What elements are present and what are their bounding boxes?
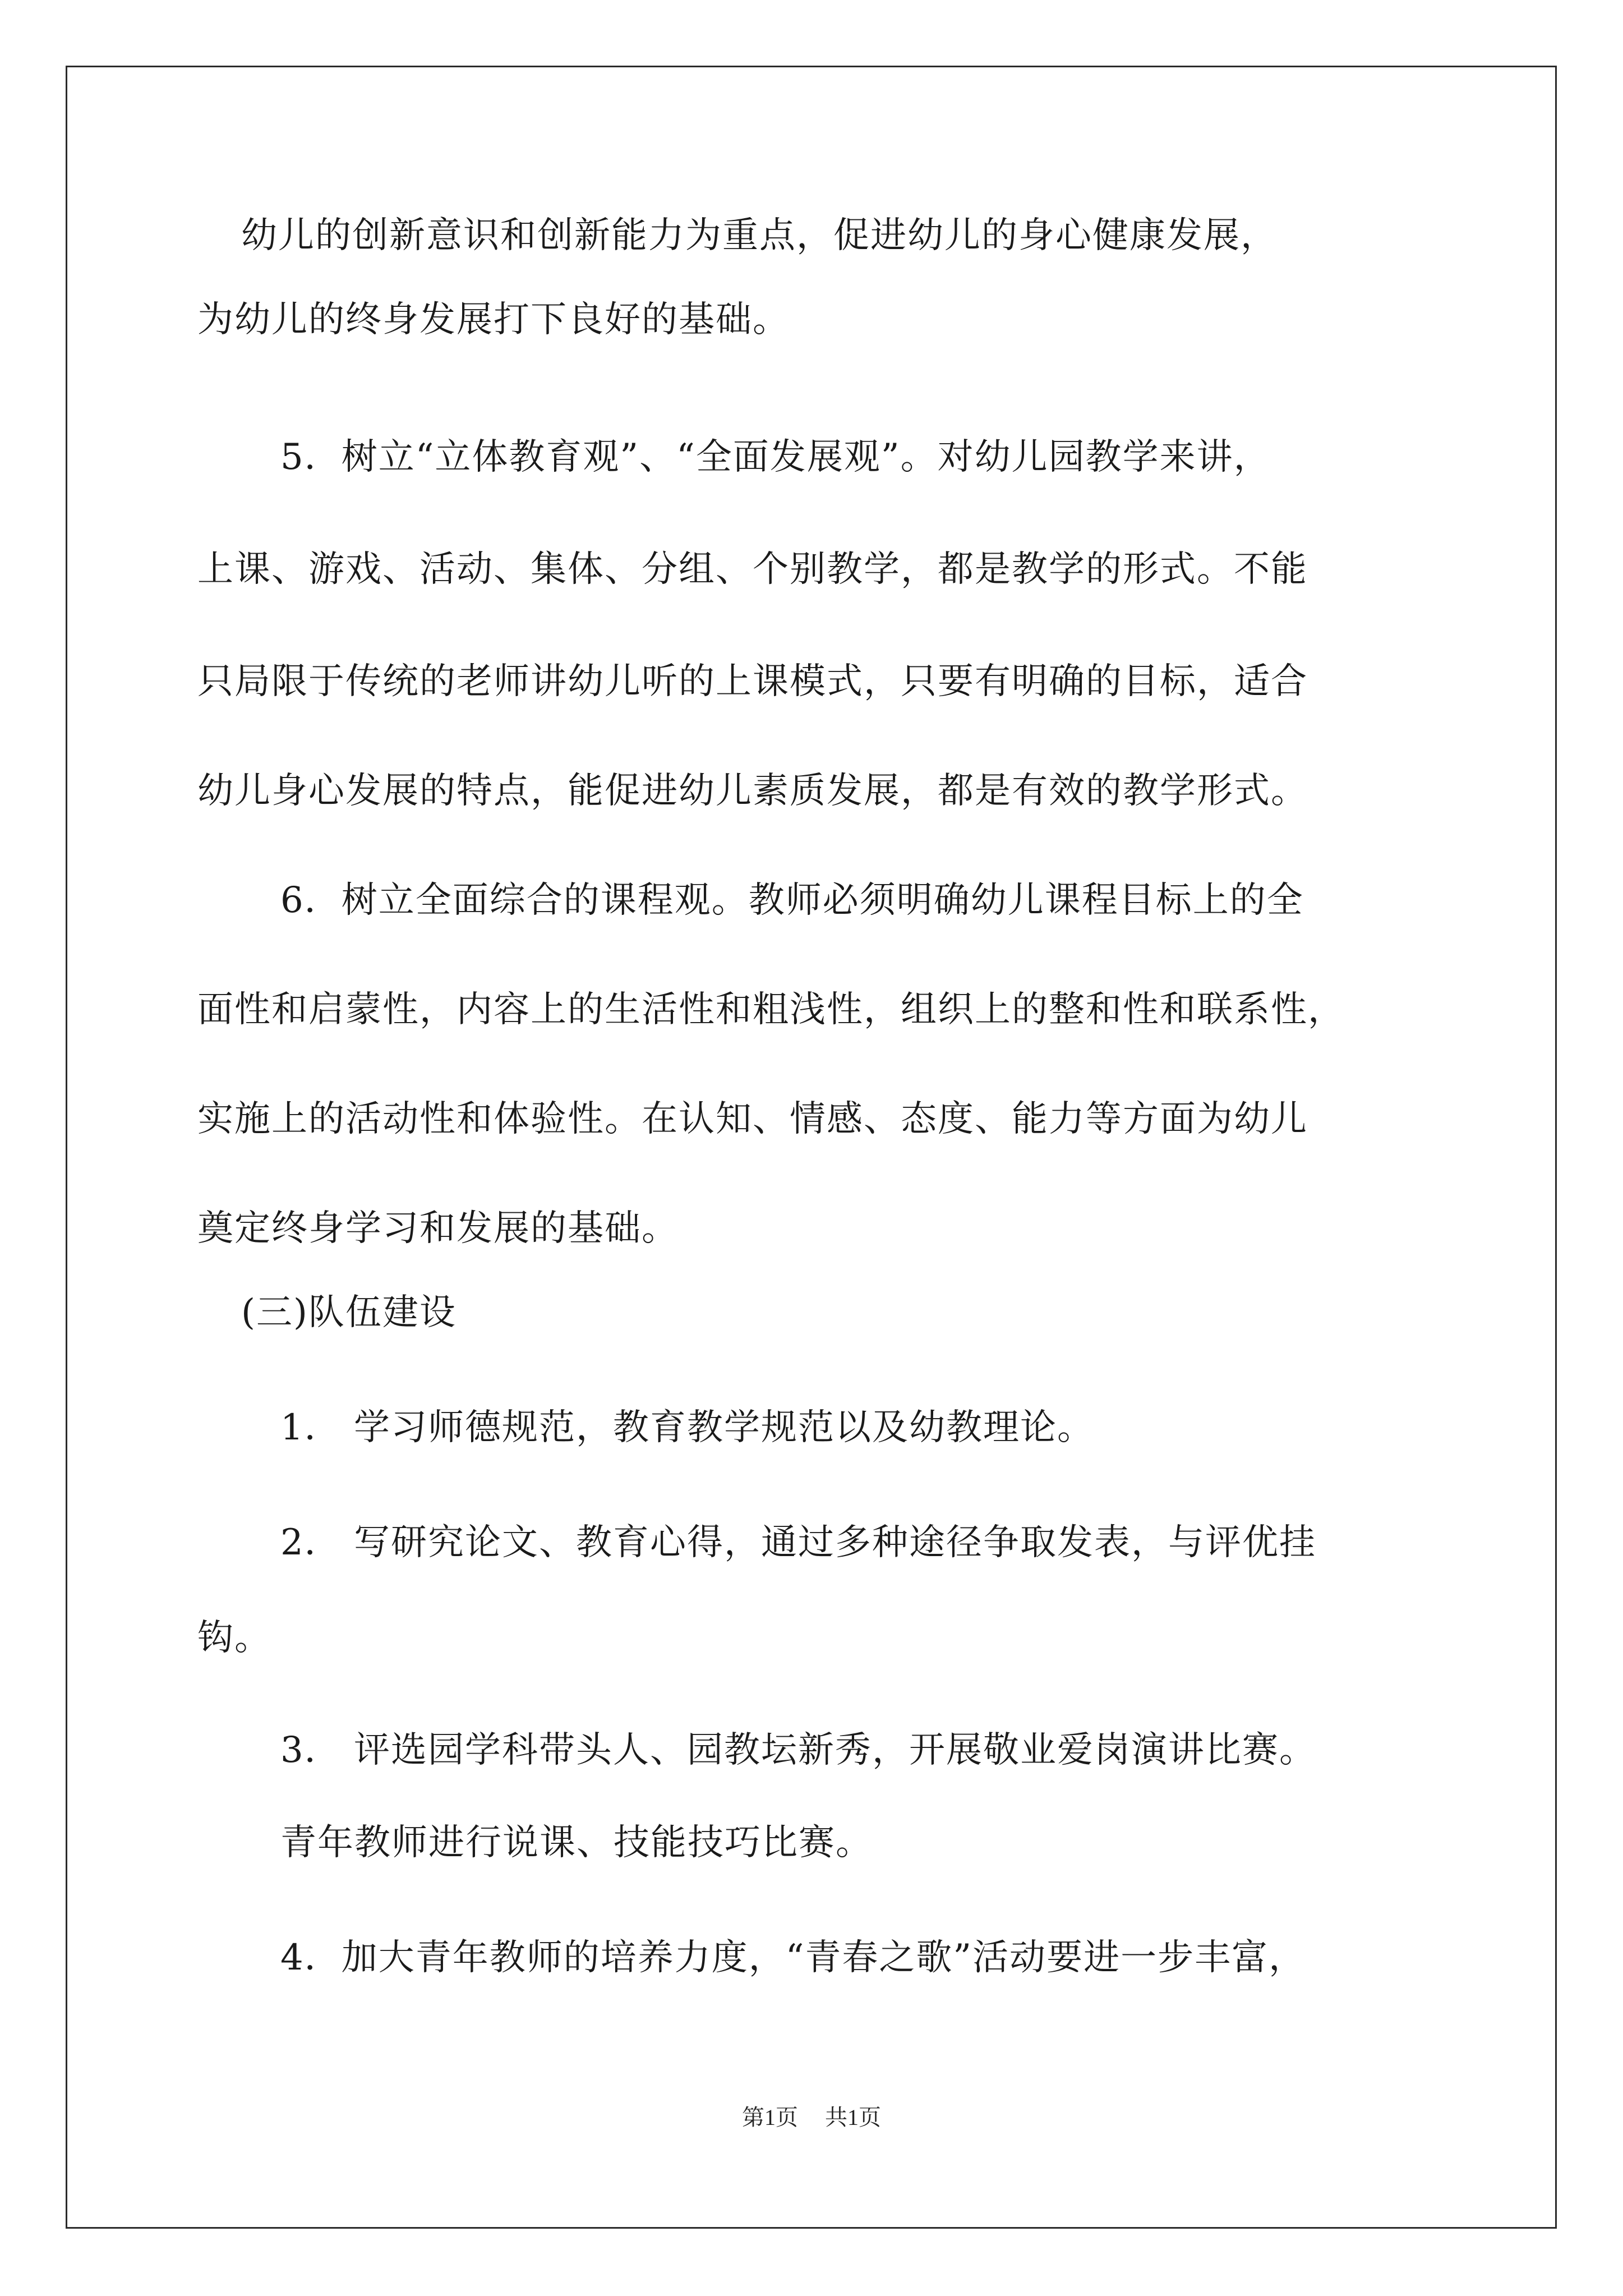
text-line: 3． 评选园学科带头人、园教坛新秀，开展敬业爱岗演讲比赛。	[280, 1729, 1317, 1771]
text-line: 面性和启蒙性，内容上的生活性和粗浅性，组织上的整和性和联系性，	[197, 989, 1345, 1030]
text-line: 实施上的活动性和体验性。在认知、情感、态度、能力等方面为幼儿	[197, 1098, 1308, 1140]
text-line: 1． 学习师德规范，教育教学规范以及幼教理论。	[280, 1407, 1095, 1448]
page-number: 第1页	[742, 2105, 798, 2130]
text-line: 幼儿身心发展的特点，能促进幼儿素质发展，都是有效的教学形式。	[197, 770, 1308, 812]
text-line: 钩。	[197, 1617, 271, 1659]
text-line: 为幼儿的终身发展打下良好的基础。	[197, 299, 790, 341]
section-heading: (三)队伍建设	[241, 1292, 457, 1333]
text-line: 幼儿的创新意识和创新能力为重点，促进幼儿的身心健康发展，	[241, 215, 1278, 256]
text-line: 6．树立全面综合的课程观。教师必须明确幼儿课程目标上的全	[280, 880, 1304, 921]
text-line: 上课、游戏、活动、集体、分组、个别教学，都是教学的形式。不能	[197, 549, 1308, 590]
text-line: 青年教师进行说课、技能技巧比赛。	[280, 1822, 873, 1864]
page-total: 共1页	[825, 2105, 881, 2130]
text-line: 2． 写研究论文、教育心得，通过多种途径争取发表，与评优挂	[280, 1522, 1317, 1563]
text-line: 只局限于传统的老师讲幼儿听的上课模式，只要有明确的目标，适合	[197, 661, 1308, 702]
page-footer	[0, 2104, 1623, 2132]
text-line: 4．加大青年教师的培养力度，“青春之歌”活动要进一步丰富，	[280, 1937, 1306, 1978]
text-line: 5．树立“立体教育观”、“全面发展观”。对幼儿园教学来讲，	[280, 436, 1271, 478]
text-line: 奠定终身学习和发展的基础。	[197, 1208, 679, 1249]
